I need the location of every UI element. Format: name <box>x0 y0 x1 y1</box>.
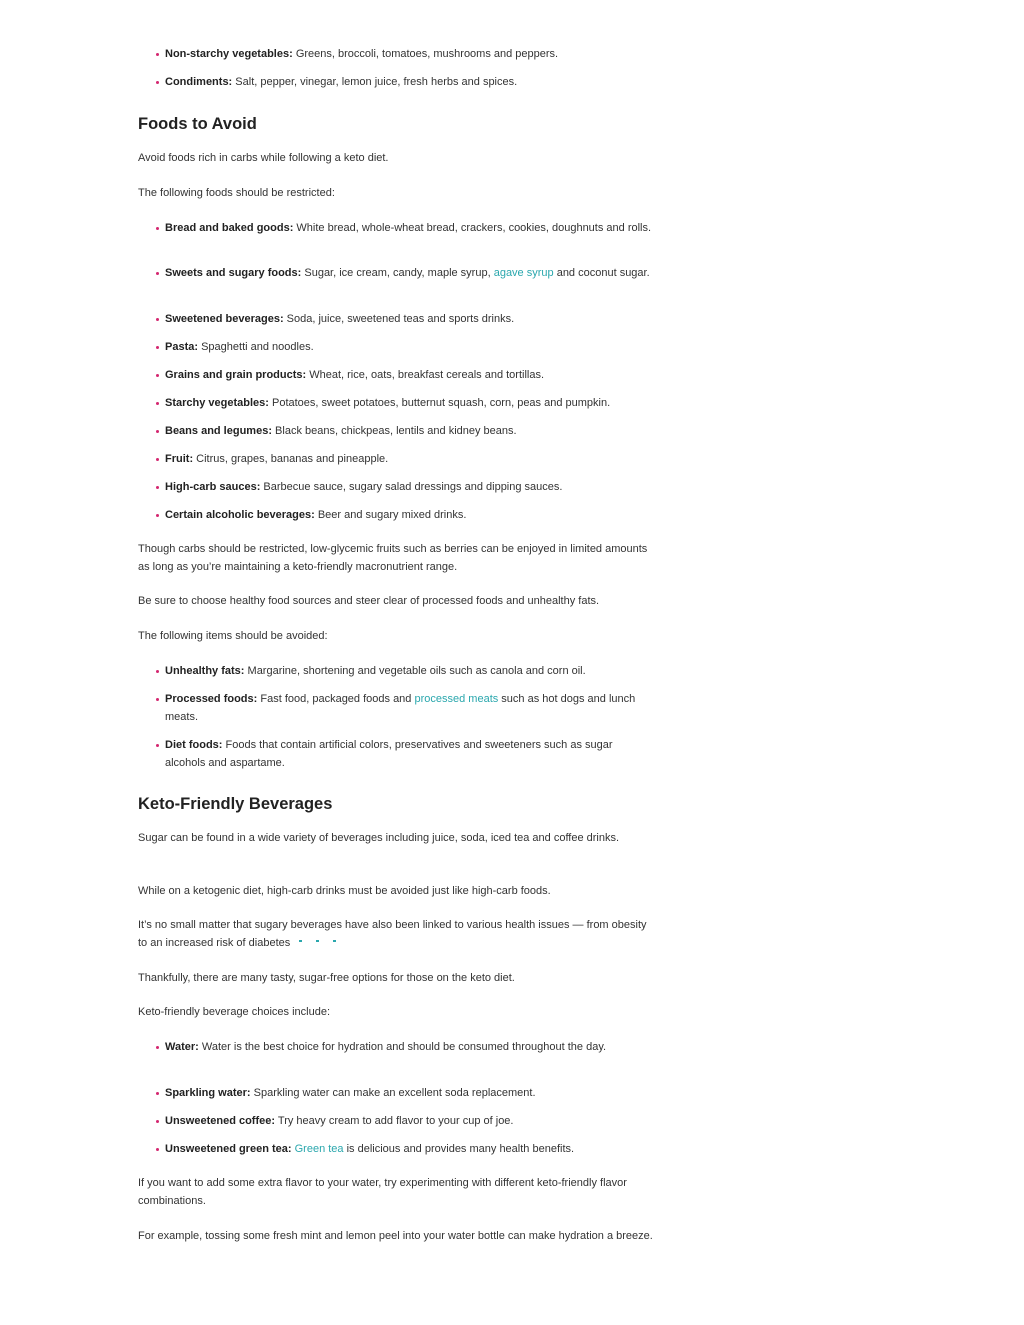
section-heading-keto-friendly-beverages: Keto-Friendly Beverages <box>138 795 333 813</box>
list-item-text: Wheat, rice, oats, breakfast cereals and tortillas. <box>306 369 545 381</box>
paragraph: Keto-friendly beverage choices include: <box>138 1006 331 1018</box>
paragraph-text: It’s no small matter that sugary beverages have also been linked to various health issues — from obesity to an increased risk of diabetes <box>138 919 647 949</box>
list-item-text: Water is the best choice for hydration and should be consumed throughout the day. <box>198 1041 607 1053</box>
list-item-term: Starchy vegetables: <box>165 397 269 409</box>
list-item-term: High-carb sauces: <box>165 481 261 493</box>
list-item-text: Soda, juice, sweetened teas and sports drinks. <box>283 313 515 325</box>
list-item-term: Unhealthy fats: <box>165 665 245 677</box>
list-item <box>165 265 653 283</box>
paragraph: If you want to add some extra flavor to your water, try experimenting with different keto-friendly flavor combinations. <box>138 1177 627 1207</box>
list-item-term: Grains and grain products: <box>165 369 307 381</box>
list-item-term: Unsweetened green tea: <box>165 1143 292 1155</box>
list-item-term: Certain alcoholic beverages: <box>165 509 315 521</box>
list-item-text: Citrus, grapes, bananas and pineapple. <box>193 453 389 465</box>
list-item-text: Greens, broccoli, tomatoes, mushrooms and peppers. <box>292 48 559 60</box>
list-item-text: Potatoes, sweet potatoes, butternut squash, corn, peas and pumpkin. <box>268 397 611 409</box>
list-item-text: Beer and sugary mixed drinks. <box>314 509 467 521</box>
list-item <box>165 339 653 357</box>
list-item <box>165 423 653 441</box>
list-item-term: Water: <box>165 1041 199 1053</box>
citation-mark[interactable] <box>316 940 319 942</box>
list-item-text: Spaghetti and noodles. <box>198 341 314 353</box>
list-item-term: Diet foods: <box>165 739 223 751</box>
list-item-text: is delicious and provides many health benefits. <box>343 1143 575 1155</box>
list-item-text: Salt, pepper, vinegar, lemon juice, fresh herbs and spices. <box>232 76 518 88</box>
green-tea-link[interactable]: Green tea <box>294 1143 344 1155</box>
list-item <box>165 220 653 238</box>
list-item <box>165 311 653 329</box>
processed-meats-link[interactable]: processed meats <box>414 693 499 705</box>
list-item-text: Fast food, packaged foods and <box>257 693 415 705</box>
list-item-term: Pasta: <box>165 341 199 353</box>
list-item <box>165 451 653 469</box>
list-item <box>165 1141 653 1159</box>
list-item-text: Barbecue sauce, sugary salad dressings and dipping sauces. <box>260 481 563 493</box>
paragraph <box>138 917 653 952</box>
paragraph: The following foods should be restricted: <box>138 187 335 199</box>
list-item <box>165 691 653 726</box>
list-item <box>165 74 653 92</box>
list-item-term: Beans and legumes: <box>165 425 272 437</box>
list-item <box>165 737 653 772</box>
list-item-text: Sparkling water can make an excellent soda replacement. <box>250 1087 536 1099</box>
list-item <box>165 1039 653 1057</box>
paragraph: For example, tossing some fresh mint and lemon peel into your water bottle can make hydration a breeze. <box>138 1230 653 1242</box>
list-item <box>165 507 653 525</box>
list-item <box>165 479 653 497</box>
list-item-text: and coconut sugar. <box>553 267 650 279</box>
list-item-text: Sugar, ice cream, candy, maple syrup, <box>301 267 494 279</box>
list-item <box>165 395 653 413</box>
list-item <box>165 1113 653 1131</box>
list-item <box>165 663 653 681</box>
list-item-term: Processed foods: <box>165 693 258 705</box>
list-item-text: Foods that contain artificial colors, preservatives and sweeteners such as sugar alcohols and aspartame. <box>165 739 613 769</box>
paragraph: The following items should be avoided: <box>138 630 328 642</box>
section-heading-foods-to-avoid: Foods to Avoid <box>138 115 257 133</box>
paragraph: Thankfully, there are many tasty, sugar-free options for those on the keto diet. <box>138 972 515 984</box>
list-item-text: Try heavy cream to add flavor to your cup of joe. <box>275 1115 514 1127</box>
citation-marks[interactable] <box>292 931 343 949</box>
list-item-term: Fruit: <box>165 453 194 465</box>
list-item-text: Margarine, shortening and vegetable oils such as canola and corn oil. <box>244 665 586 677</box>
citation-mark[interactable] <box>333 940 336 942</box>
citation-mark[interactable] <box>299 940 302 942</box>
agave-syrup-link[interactable]: agave syrup <box>493 267 554 279</box>
paragraph: Though carbs should be restricted, low-glycemic fruits such as berries can be enjoyed in limited amounts as long as you’re maintaining a keto-friendly macronutrient range. <box>138 543 648 573</box>
list-item-term: Sweetened beverages: <box>165 313 284 325</box>
list-item-text: Black beans, chickpeas, lentils and kidney beans. <box>271 425 517 437</box>
paragraph: Sugar can be found in a wide variety of beverages including juice, soda, iced tea and coffee drinks. <box>138 832 620 844</box>
paragraph: Be sure to choose healthy food sources and steer clear of processed foods and unhealthy fats. <box>138 595 600 607</box>
list-item-term: Bread and baked goods: <box>165 222 294 234</box>
list-item-term: Unsweetened coffee: <box>165 1115 276 1127</box>
paragraph: Avoid foods rich in carbs while following a keto diet. <box>138 152 389 164</box>
list-item <box>165 367 653 385</box>
list-item <box>165 46 653 64</box>
list-item-term: Non-starchy vegetables: <box>165 48 293 60</box>
list-item-term: Sparkling water: <box>165 1087 251 1099</box>
paragraph: While on a ketogenic diet, high-carb drinks must be avoided just like high-carb foods. <box>138 885 551 897</box>
list-item <box>165 1085 653 1103</box>
list-item-term: Condiments: <box>165 76 233 88</box>
list-item-text: White bread, whole-wheat bread, crackers, cookies, doughnuts and rolls. <box>293 222 652 234</box>
list-item-term: Sweets and sugary foods: <box>165 267 302 279</box>
list-item-text: such as hot dogs and lunch meats. <box>165 693 636 723</box>
